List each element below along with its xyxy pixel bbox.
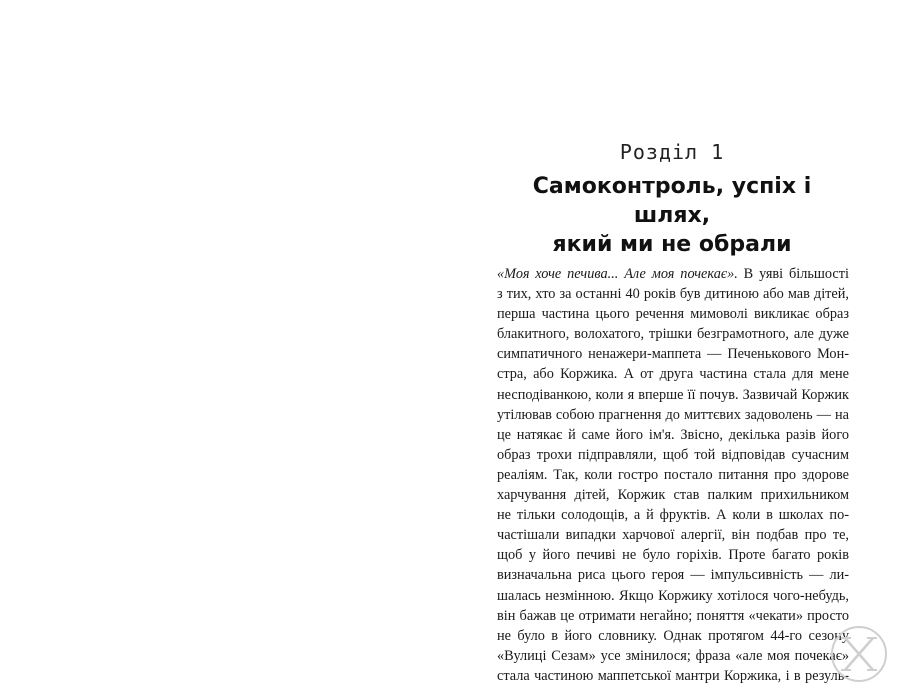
paragraph-line: стра, або Коржика. А от друга частина стала для мене <box>497 366 849 383</box>
paragraph-line: стала частиною маппетської мантри Коржика, і в резуль- <box>497 667 849 684</box>
paragraph-line: перша частина цього речення мимоволі викликає образ <box>497 306 849 323</box>
paragraph-line <box>497 264 849 284</box>
paragraph-line: це натякає й саме його ім'я. Звісно, декілька разів його <box>497 426 849 443</box>
chapter-title-line: який ми не обрали <box>552 232 792 257</box>
paragraph-line: з тих, хто за останні 40 років був дитиною або мав дітей, <box>497 286 849 303</box>
paragraph-line: визначальна риса цього героя — імпульсивність — ли- <box>497 567 849 584</box>
paragraph-line: він бажав це отримати негайно; поняття «чекати» просто <box>497 607 849 624</box>
chapter-title-line: Самоконтроль, успіх і шлях, <box>532 174 812 228</box>
epigraph-quote: «Моя хоче печива... Але моя почекає». <box>497 266 738 282</box>
chapter-label: Розділ 1 <box>619 140 725 164</box>
body-paragraph <box>497 264 849 686</box>
paragraph-line: образ трохи підправляли, щоб той відповідав сучасним <box>497 446 849 463</box>
paragraph-line: несподіванкою, коли я вперше її почув. Зазвичай Коржик <box>497 386 849 403</box>
paragraph-line-text: В уяві більшості <box>737 266 849 282</box>
paragraph-line: щоб у його печиві не було горіхів. Проте багато років <box>497 547 849 564</box>
paragraph-line: харчування дітей, Коржик став палким прихильником <box>497 487 849 504</box>
paragraph-line: не було в його словнику. Однак протягом 44-го сезону <box>497 627 849 644</box>
watermark-logo-icon <box>829 624 889 684</box>
paragraph-line: шалась незмінною. Якщо Коржику хотілося чого-небудь, <box>497 587 849 604</box>
paragraph-line: «Вулиці Сезам» усе змінилося; фраза «але моя почекає» <box>497 647 849 664</box>
paragraph-line: частішали випадки харчової алергії, він подбав про те, <box>497 527 849 544</box>
paragraph-line: симпатичного ненажери-маппета — Печенькового Мон- <box>497 346 849 363</box>
chapter-title <box>497 172 847 259</box>
paragraph-line: блакитного, волохатого, трішки безграмотного, але дуже <box>497 326 849 343</box>
paragraph-line: не тільки солодощів, а й фруктів. А коли в школах по- <box>497 507 849 524</box>
paragraph-line: реаліям. Так, коли гостро постало питання про здорове <box>497 466 849 483</box>
paragraph-line: утілював собою прагнення до миттєвих задоволень — на <box>497 406 849 423</box>
